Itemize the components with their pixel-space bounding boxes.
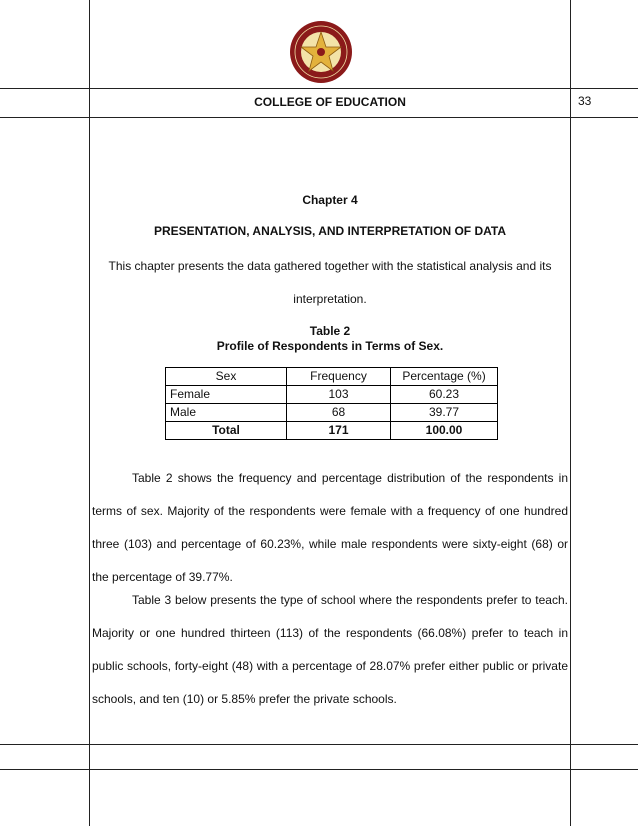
cell-total-percentage: 100.00 — [391, 422, 498, 440]
table-label: Table 2 — [309, 324, 351, 338]
college-header: COLLEGE OF EDUCATION — [254, 95, 406, 109]
table-caption: Profile of Respondents in Terms of Sex. — [216, 339, 444, 353]
chapter-label: Chapter 4 — [302, 193, 358, 207]
col-header-percentage: Percentage (%) — [391, 368, 498, 386]
header-top-rule — [0, 88, 638, 89]
paragraph-text: Table 2 shows the frequency and percentage distribution of the respondents in terms of sex. Majority of the respondents were female with a frequency of one hundred three (103) and percentage of 60.23%, while male respondents were sixty-eight (68) or the percentage of 39.77%. — [92, 471, 568, 584]
body-paragraph — [92, 462, 568, 594]
table-row — [166, 404, 498, 422]
paragraph-text: Table 3 below presents the type of school where the respondents prefer to teach. Majority or one hundred thirteen (113) of the respondents (66.08%) prefer to teach in public schools, forty-eight (48) with a percentage of 28.07% prefer either public or private schools, and ten (10) or 5.85% prefer the private schools. — [92, 593, 568, 706]
cell-total-frequency: 171 — [287, 422, 391, 440]
cell-frequency: 68 — [287, 404, 391, 422]
col-header-frequency: Frequency — [287, 368, 391, 386]
footer-bottom-rule — [0, 769, 638, 770]
page-number: 33 — [578, 94, 592, 108]
cell-percentage: 60.23 — [391, 386, 498, 404]
left-margin-line — [89, 0, 90, 826]
respondents-sex-table — [165, 367, 498, 440]
table-header-row — [166, 368, 498, 386]
right-margin-line — [570, 0, 571, 826]
table-row — [166, 386, 498, 404]
cell-sex: Female — [166, 386, 287, 404]
header-bottom-rule — [0, 117, 638, 118]
footer-top-rule — [0, 744, 638, 745]
cell-frequency: 103 — [287, 386, 391, 404]
cell-sex: Male — [166, 404, 287, 422]
chapter-title: PRESENTATION, ANALYSIS, AND INTERPRETATION OF DATA — [153, 224, 506, 238]
cell-percentage: 39.77 — [391, 404, 498, 422]
body-paragraph — [92, 584, 568, 716]
cell-total-label: Total — [166, 422, 287, 440]
chapter-intro: This chapter presents the data gathered together with the statistical analysis and its interpretation. — [108, 259, 552, 306]
university-seal-icon — [289, 20, 353, 84]
col-header-sex: Sex — [166, 368, 287, 386]
table-total-row — [166, 422, 498, 440]
